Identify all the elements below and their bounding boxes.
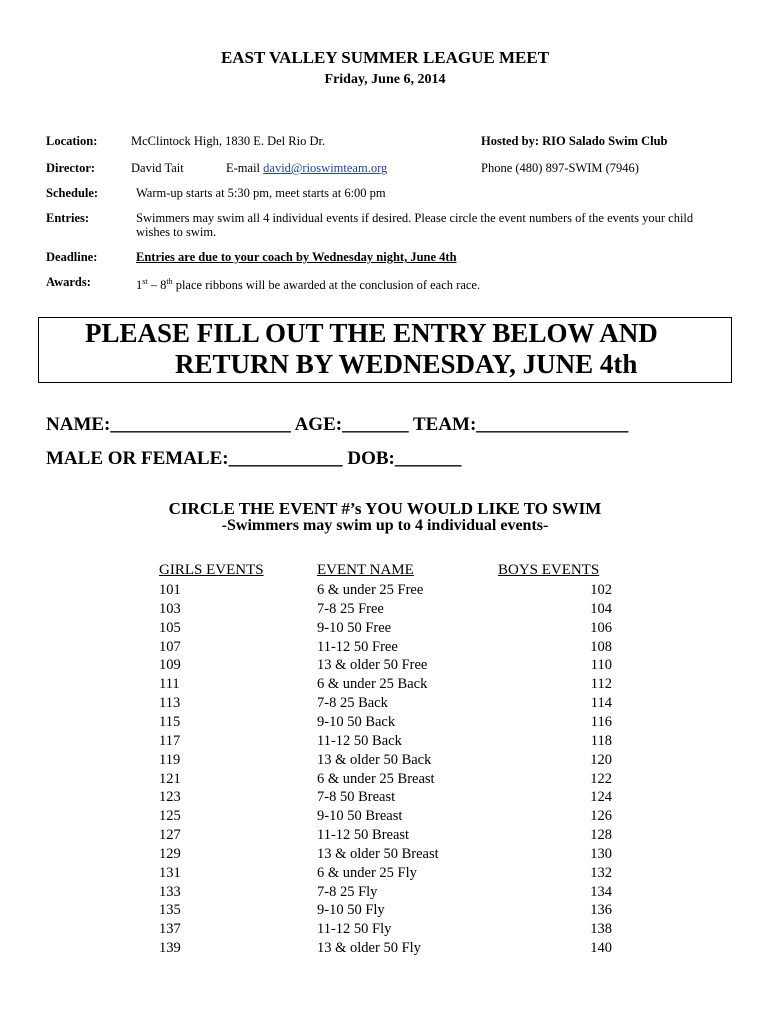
event-name: 11-12 50 Fly — [317, 921, 392, 938]
events-heading: CIRCLE THE EVENT #’s YOU WOULD LIKE TO SWIM — [168, 499, 602, 518]
girls-event-number[interactable]: 139 — [159, 940, 181, 957]
schedule-value: Warm-up starts at 5:30 pm, meet starts at 6:00 pm — [136, 186, 386, 200]
event-name: 11-12 50 Back — [317, 732, 402, 749]
event-row — [0, 657, 770, 675]
event-row — [0, 789, 770, 807]
notice-line-1: PLEASE FILL OUT THE ENTRY BELOW AND — [85, 318, 658, 348]
boys-event-number[interactable]: 136 — [590, 902, 612, 919]
col-boys-events: BOYS EVENTS — [498, 562, 600, 578]
event-row — [0, 808, 770, 826]
girls-event-number[interactable]: 123 — [159, 789, 181, 806]
location-label: Location: — [46, 134, 98, 148]
girls-event-number[interactable]: 115 — [159, 713, 181, 730]
girls-event-number[interactable]: 127 — [159, 827, 181, 844]
event-name: 7-8 50 Breast — [317, 789, 396, 806]
boys-event-number[interactable]: 128 — [590, 827, 612, 844]
girls-event-number[interactable]: 135 — [159, 902, 181, 919]
awards-label: Awards: — [46, 275, 91, 289]
girls-event-number[interactable]: 113 — [159, 695, 181, 712]
event-name: 9-10 50 Back — [317, 713, 396, 730]
meet-title: EAST VALLEY SUMMER LEAGUE MEET — [220, 48, 550, 67]
event-row — [0, 884, 770, 902]
event-row — [0, 940, 770, 958]
events-subheading: -Swimmers may swim up to 4 individual events- — [221, 517, 549, 534]
hosted-by — [481, 134, 668, 149]
event-row — [0, 695, 770, 713]
hosted-by-label: Hosted by: — [481, 134, 539, 148]
event-name: 13 & older 50 Breast — [317, 845, 439, 862]
entry-notice-box — [38, 317, 732, 383]
event-name: 7-8 25 Free — [317, 600, 384, 617]
boys-event-number[interactable]: 132 — [590, 864, 612, 881]
boys-event-number[interactable]: 104 — [590, 600, 612, 617]
meet-date: Friday, June 6, 2014 — [324, 72, 446, 87]
deadline-value: Entries are due to your coach by Wednesday night, June 4th — [136, 250, 457, 264]
girls-event-number[interactable]: 117 — [159, 732, 181, 749]
boys-event-number[interactable]: 110 — [590, 657, 612, 674]
boys-event-number[interactable]: 120 — [590, 751, 612, 768]
phone-value: Phone (480) 897-SWIM (7946) — [481, 161, 639, 175]
event-row — [0, 846, 770, 864]
event-row — [0, 639, 770, 657]
entries-label: Entries: — [46, 211, 90, 225]
event-name: 13 & older 50 Fly — [317, 940, 421, 957]
event-row — [0, 921, 770, 939]
boys-event-number[interactable]: 130 — [590, 845, 612, 862]
email-label: E-mail — [226, 161, 261, 175]
director-label: Director: — [46, 161, 96, 175]
event-name: 6 & under 25 Breast — [317, 770, 435, 787]
event-row — [0, 902, 770, 920]
girls-event-number[interactable]: 121 — [159, 770, 181, 787]
girls-event-number[interactable]: 111 — [159, 676, 180, 693]
event-name: 13 & older 50 Free — [317, 657, 428, 674]
girls-event-number[interactable]: 131 — [159, 864, 181, 881]
location-value: McClintock High, 1830 E. Del Rio Dr. — [131, 134, 326, 148]
boys-event-number[interactable]: 114 — [590, 695, 612, 712]
boys-event-number[interactable]: 134 — [590, 883, 612, 900]
event-row — [0, 714, 770, 732]
event-row — [0, 733, 770, 751]
director-value: David Tait — [131, 161, 184, 175]
girls-event-number[interactable]: 119 — [159, 751, 181, 768]
boys-event-number[interactable]: 138 — [590, 921, 612, 938]
boys-event-number[interactable]: 108 — [590, 638, 612, 655]
boys-event-number[interactable]: 126 — [590, 808, 612, 825]
name-age-team-line[interactable]: NAME:___________________ AGE:_______ TEAM:________________ — [46, 414, 629, 435]
boys-event-number[interactable]: 112 — [590, 676, 612, 693]
awards-value: 1st – 8th place ribbons will be awarded at the conclusion of each race. — [136, 277, 481, 293]
hosted-by-value: RIO Salado Swim Club — [542, 134, 668, 148]
boys-event-number[interactable]: 116 — [590, 713, 612, 730]
event-name: 7-8 25 Back — [317, 695, 388, 712]
girls-event-number[interactable]: 109 — [159, 657, 181, 674]
boys-event-number[interactable]: 124 — [590, 789, 612, 806]
event-name: 7-8 25 Fly — [317, 883, 378, 900]
event-row — [0, 676, 770, 694]
event-name: 9-10 50 Fly — [317, 902, 385, 919]
girls-event-number[interactable]: 101 — [159, 582, 181, 598]
boys-event-number[interactable]: 122 — [590, 770, 612, 787]
boys-event-number[interactable]: 118 — [590, 732, 612, 749]
event-name: 9-10 50 Free — [317, 619, 392, 636]
event-row — [0, 582, 770, 600]
event-name: 11-12 50 Breast — [317, 827, 410, 844]
event-name: 11-12 50 Free — [317, 638, 398, 655]
email-link[interactable]: david@rioswimteam.org — [263, 161, 388, 175]
girls-event-number[interactable]: 103 — [159, 600, 181, 617]
girls-event-number[interactable]: 125 — [159, 808, 181, 825]
girls-event-number[interactable]: 105 — [159, 619, 181, 636]
event-name: 6 & under 25 Free — [317, 582, 424, 598]
event-name: 6 & under 25 Fly — [317, 864, 417, 881]
girls-event-number[interactable]: 107 — [159, 638, 181, 655]
deadline-label: Deadline: — [46, 250, 98, 264]
schedule-label: Schedule: — [46, 186, 99, 200]
girls-event-number[interactable]: 133 — [159, 883, 181, 900]
girls-event-number[interactable]: 137 — [159, 921, 181, 938]
event-row — [0, 827, 770, 845]
boys-event-number[interactable]: 102 — [590, 582, 612, 598]
event-row — [0, 620, 770, 638]
notice-line-2: RETURN BY WEDNESDAY, JUNE 4th — [175, 349, 638, 379]
event-row — [0, 865, 770, 883]
email-line — [226, 161, 387, 176]
event-name: 6 & under 25 Back — [317, 676, 428, 693]
event-row — [0, 752, 770, 770]
col-event-name: EVENT NAME — [317, 562, 414, 578]
col-girls-events: GIRLS EVENTS — [159, 562, 264, 578]
event-name: 13 & older 50 Back — [317, 751, 432, 768]
entries-value: Swimmers may swim all 4 individual events if desired. Please circle the event numbers of the events your child wishes to swim. — [136, 211, 694, 239]
boys-event-number[interactable]: 106 — [590, 619, 612, 636]
event-row — [0, 771, 770, 789]
boys-event-number[interactable]: 140 — [590, 940, 612, 957]
gender-dob-line[interactable]: MALE OR FEMALE:____________ DOB:_______ — [46, 448, 462, 469]
girls-event-number[interactable]: 129 — [159, 845, 181, 862]
event-row — [0, 601, 770, 619]
event-name: 9-10 50 Breast — [317, 808, 403, 825]
